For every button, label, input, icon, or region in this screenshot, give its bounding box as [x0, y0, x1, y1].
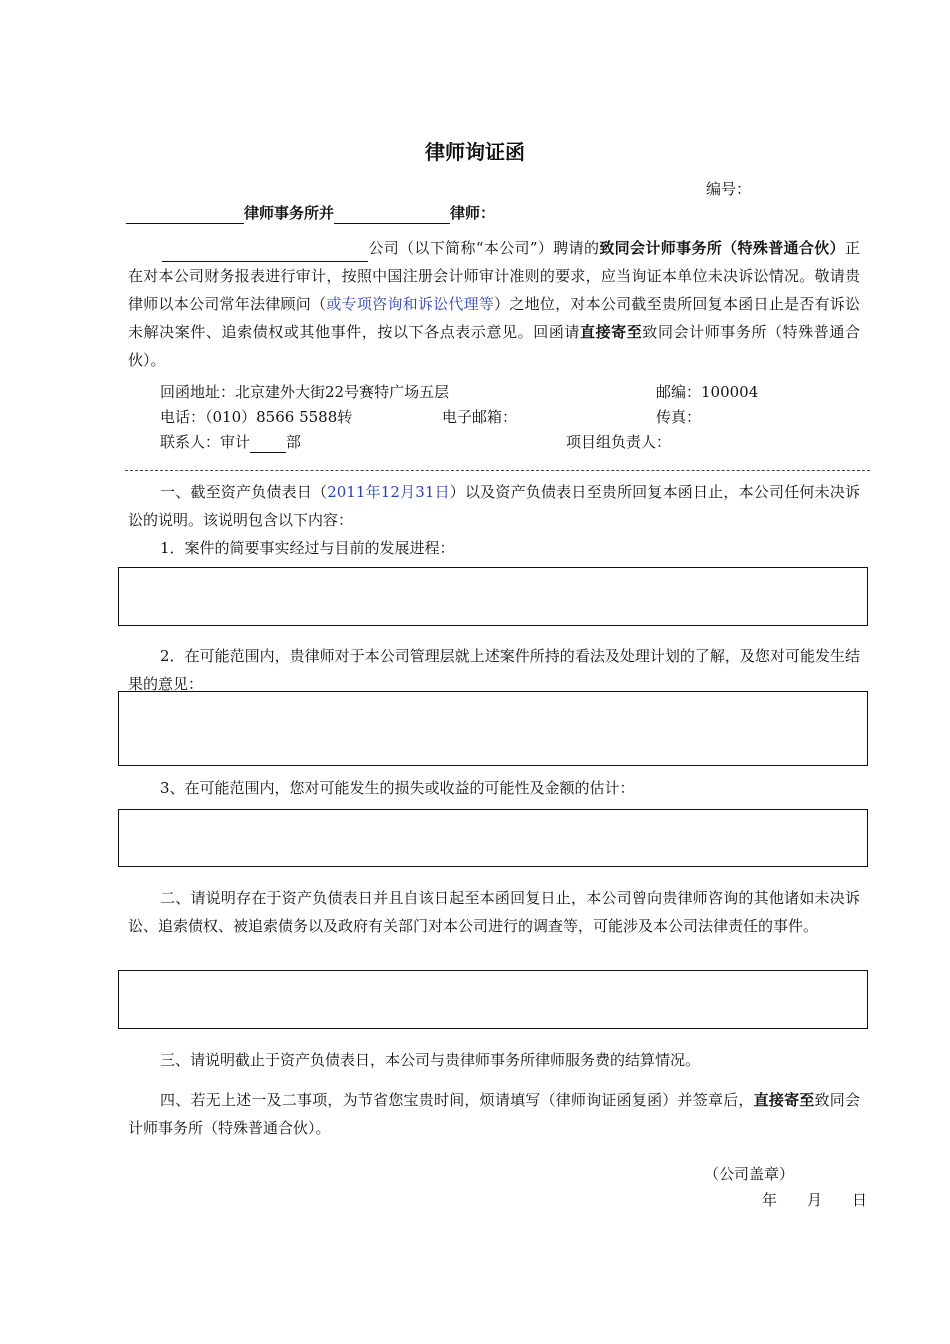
- phone: 电话：（010）8566 5588转: [160, 408, 353, 426]
- reference-number-label: 编号：: [706, 180, 752, 198]
- section-four-send-direct: 直接寄至: [753, 1091, 815, 1109]
- section-two: 二、请说明存在于资产负债表日并且自该日起至本函回复日止，本公司曾向贵律师咨询的其他诸如未决诉讼、追索债权、被追索债务以及政府有关部门对本公司进行的调查等，可能涉及本公司法律责任的事件。: [128, 889, 860, 935]
- audit-firm-name: 致同会计师事务所（特殊普通合伙）: [599, 239, 845, 257]
- contact-suffix: 部: [286, 433, 302, 451]
- intro-paragraph: [128, 234, 860, 374]
- postcode: 邮编：100004: [656, 383, 759, 401]
- section-four: [128, 1086, 860, 1142]
- intro-text-3: 致同会计师事务所（特殊普通合伙）。: [128, 323, 860, 369]
- item-one-answer-box[interactable]: [118, 567, 868, 626]
- intro-company-suffix: 公司（以下简称“本公司”）聘请的: [368, 239, 600, 257]
- fax-label: 传真：: [656, 408, 702, 426]
- company-name-blank[interactable]: [162, 245, 368, 262]
- addressee-line: [126, 202, 495, 224]
- return-address: 回函地址：北京建外大街22号赛特广场五层: [160, 383, 450, 401]
- item-one-label: 1．案件的简要事实经过与目前的发展进程：: [160, 539, 455, 557]
- intro-consult-note: 或专项咨询和诉讼代理等: [326, 295, 495, 313]
- contact-prefix: 联系人：审计: [160, 433, 251, 451]
- date-line: 年 月 日: [762, 1191, 868, 1209]
- page-title: 律师询证函: [425, 140, 525, 164]
- project-leader-label: 项目组负责人：: [566, 433, 672, 451]
- section-one: [128, 478, 860, 534]
- lawyer-suffix: 律师：: [450, 204, 496, 222]
- company-seal-label: （公司盖章）: [704, 1165, 795, 1183]
- item-three-label: 3、在可能范围内，您对可能发生的损失或收益的可能性及金额的估计：: [160, 779, 635, 797]
- section-four-text: 四、若无上述一及二事项，为节省您宝贵时间，烦请填写（律师询证函复函）并签章后，: [160, 1091, 754, 1109]
- section-three: 三、请说明截止于资产负债表日，本公司与贵律师事务所律师服务费的结算情况。: [160, 1051, 701, 1069]
- balance-sheet-date: 2011年12月31日: [327, 483, 450, 501]
- section-one-text-after: ）以及资产负债表日至贵所回复本函日止，本公司任何未决诉讼的说明。该说明包含以下内容：: [128, 483, 860, 529]
- intro-send-direct: 直接寄至: [580, 323, 643, 341]
- dashed-divider: [125, 470, 870, 471]
- intro-text-1: 正在对本公司财务报表进行审计，按照中国注册会计师审计准则的要求，应当询证本单位未决诉讼情况。敬请贵律师以本公司常年法律顾问（: [128, 239, 860, 313]
- department-blank[interactable]: [250, 436, 286, 453]
- section-two-answer-box[interactable]: [118, 970, 868, 1029]
- contact-person-line: [160, 431, 301, 453]
- email-label: 电子邮箱：: [442, 408, 518, 426]
- section-four-text-after: 致同会计师事务所（特殊普通合伙）。: [128, 1091, 860, 1137]
- law-firm-blank[interactable]: [126, 207, 244, 224]
- item-two-answer-box[interactable]: [118, 691, 868, 766]
- item-two-label: 2．在可能范围内，贵律师对于本公司管理层就上述案件所持的看法及处理计划的了解，及您对可能发生结果的意见：: [128, 647, 860, 693]
- item-three-answer-box[interactable]: [118, 809, 868, 867]
- lawyer-name-blank[interactable]: [334, 207, 450, 224]
- section-one-text-before: 一、截至资产负债表日（: [160, 483, 328, 501]
- law-firm-suffix: 律师事务所并: [244, 204, 335, 222]
- intro-text-2: ）之地位，对本公司截至贵所回复本函日止是否有诉讼未解决案件、追索债权或其他事件，按以下各点表示意见。回函请: [128, 295, 860, 341]
